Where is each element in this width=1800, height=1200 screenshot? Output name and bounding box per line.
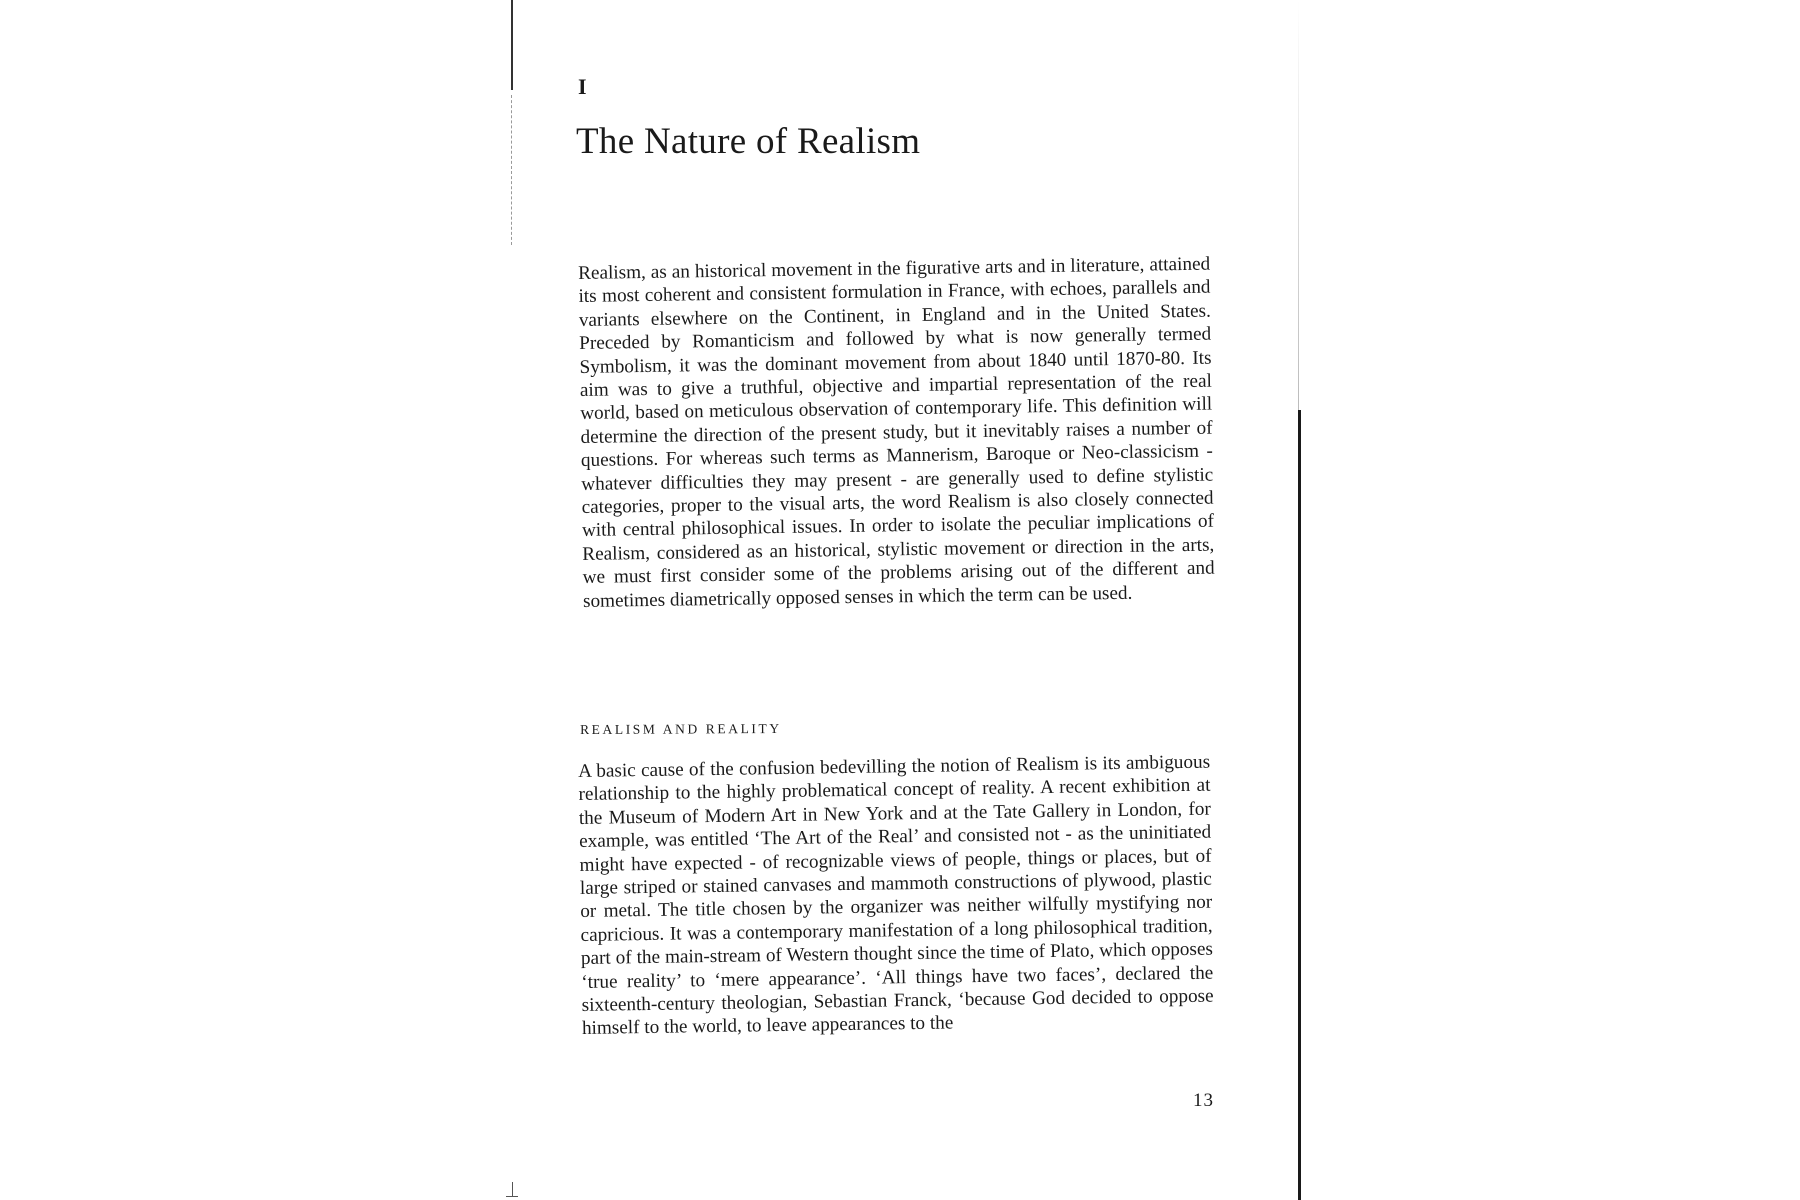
binding-foot-mark (506, 1182, 518, 1200)
page-number: 13 (1193, 1090, 1214, 1111)
section-heading: REALISM AND REALITY (580, 720, 782, 737)
binding-edge-line (511, 0, 513, 90)
intro-paragraph: Realism, as an historical movement in the figurative arts and in literature, attained its most coherent and consistent formulation in France, with echoes, parallels and variants elsewhere on the Continent, in England and in the United States. Preceded by Romanticism and followed by what is now generally termed Symbolism, it was the dominant movement from about 1840 until 1870-80. Its aim was to give a truthful, objective and impartial representation of the real world, based on meticulous observation of contemporary life. This definition will determine the direction of the present study, but it inevitably raises a number of questions. For whereas such terms as Mannerism, Baroque or Neo-classicism - whatever difficulties they may present - are generally used to define stylistic categories, proper to the visual arts, the word Realism is also closely connected with central philosophical issues. In order to isolate the peculiar implications of Realism, considered as an historical, stylistic movement or direction in the arts, we must first consider some of the problems arising out of the different and sometimes diametrically opposed senses in which the term can be used. (578, 253, 1215, 612)
binding-edge-marks (511, 95, 513, 245)
chapter-number: I (578, 74, 588, 99)
chapter-title: The Nature of Realism (576, 121, 921, 162)
section-paragraph: A basic cause of the confusion bedevilling the notion of Realism is its ambiguous relationship to the highly problematical concept of reality. A recent exhibition at the Museum of Modern Art in New York and at the Tate Gallery in London, for example, was entitled ‘The Art of the Real’ and consisted not - as the uninitiated might have expected - of recognizable views of people, things or places, but of large striped or stained canvases and mammoth constructions of plywood, plastic or metal. The title chosen by the organizer was neither wilfully mystifying nor capricious. It was a contemporary manifestation of a long philosophical tradition, part of the main-stream of Western thought since the time of Plato, which opposes ‘true reality’ to ‘mere appearance’. ‘All things have two faces’, declared the sixteenth-century theologian, Sebastian Franck, ‘because God decided to oppose himself to the world, to leave appearances to the (578, 751, 1214, 1040)
page-edge-shadow (1298, 410, 1301, 1200)
page-edge-shadow-top (1298, 0, 1299, 410)
